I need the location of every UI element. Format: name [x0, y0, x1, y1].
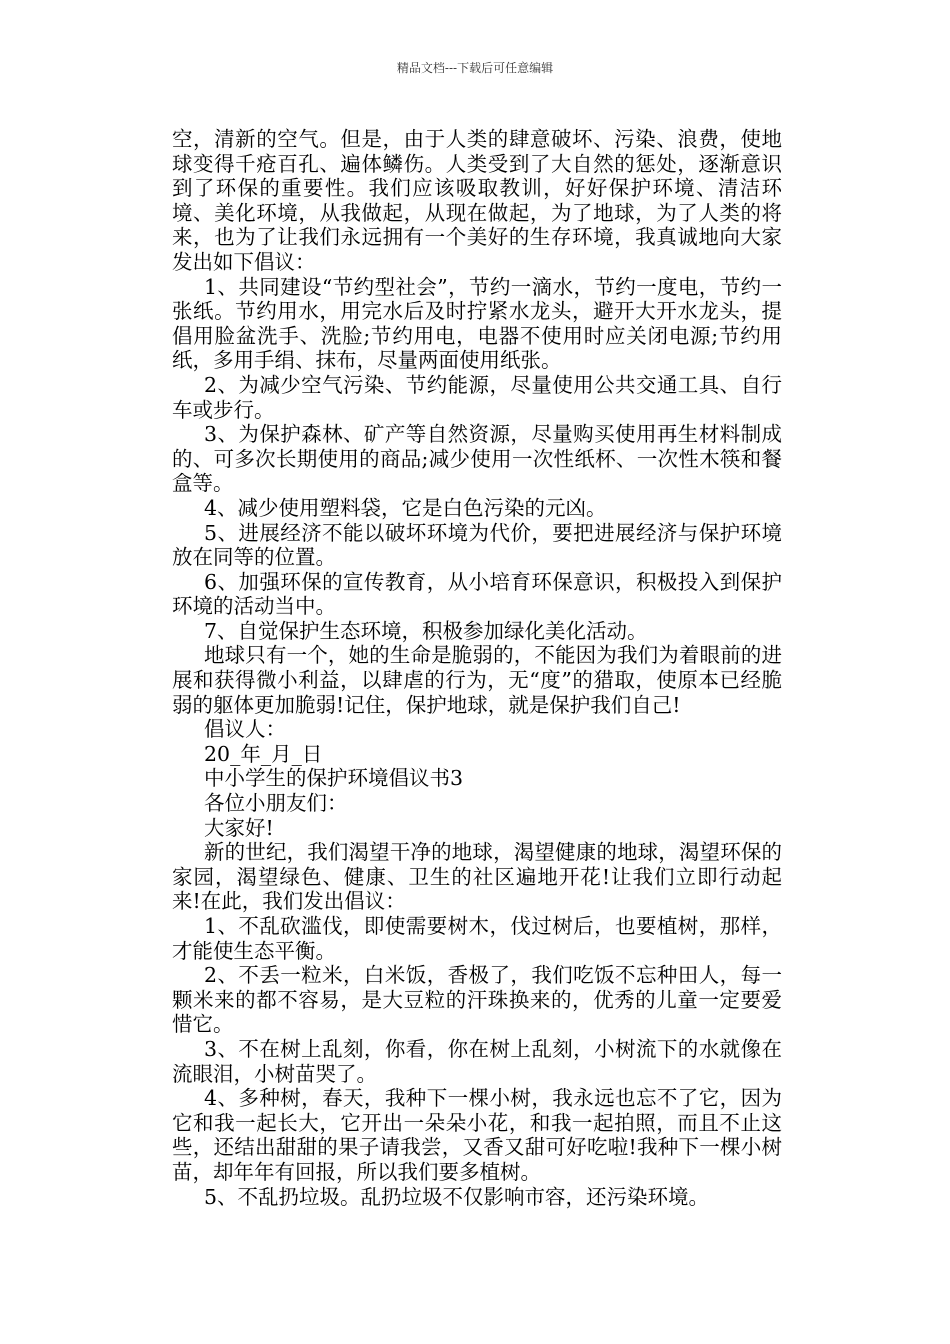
greeting: 大家好!: [204, 815, 274, 840]
document-body: [172, 127, 782, 1209]
paragraph-item-3: 3、为保护森林、矿产等自然资源，尽量购买使用再生材料制成的、可多次长期使用的商品;减少使用一次性纸杯、一次性木筷和餐盒等。: [172, 422, 782, 496]
paragraph-item-4: 4、减少使用塑料袋，它是白色污染的元凶。: [204, 495, 607, 520]
paragraph-intro-2: 新的世纪，我们渴望干净的地球，渴望健康的地球，渴望环保的家园，渴望绿色、健康、卫生的社区遍地开花!让我们立即行动起来!在此，我们发出倡议：: [172, 840, 782, 914]
paragraph-proposal-1: 1、不乱砍滥伐，即使需要树木，伐过树后，也要植树，那样，才能使生态平衡。: [172, 914, 782, 963]
paragraph-proposal-3: 3、不在树上乱刻，你看，你在树上乱刻，小树流下的水就像在流眼泪，小树苗哭了。: [172, 1036, 782, 1086]
paragraph-proposal-4: 4、多种树，春天，我种下一棵小树，我永远也忘不了它，因为它和我一起长大，它开出一朵朵小花，和我一起拍照，而且不止这些，还结出甜甜的果子请我尝，又香又甜可好吃啦!我种下一棵小树苗，却年年有回报，所以我们要多植树。: [172, 1086, 782, 1184]
paragraph-intro-continued: 空，清新的空气。但是，由于人类的肆意破坏、污染、浪费，使地球变得千疮百孔、遍体鳞伤。人类受到了大自然的惩处，逐渐意识到了环保的重要性。我们应该吸取教训，好好保护环境、清洁环境、美化环境，从我做起，从现在做起，为了地球，为了人类的将来，也为了让我们永远拥有一个美好的生存环境，我真诚地向大家发出如下倡议：: [172, 127, 782, 274]
signature-label: 倡议人：: [204, 717, 286, 742]
paragraph-item-5: 5、进展经济不能以破坏环境为代价，要把进展经济与保护环境放在同等的位置。: [172, 520, 782, 570]
section-title: 中小学生的保护环境倡议书3: [204, 766, 464, 791]
paragraph-item-2: 2、为减少空气污染、节约能源，尽量使用公共交通工具、自行车或步行。: [172, 372, 782, 422]
paragraph-closing: 地球只有一个，她的生命是脆弱的，不能因为我们为着眼前的进展和获得微小利益，以肆虐的行为，无“度”的猎取，使原本已经脆弱的躯体更加脆弱!记住，保护地球，就是保护我们自己!: [172, 643, 782, 717]
date-line: 20_年_月_日: [204, 741, 323, 766]
salutation: 各位小朋友们：: [204, 791, 348, 816]
paragraph-item-6: 6、加强环保的宣传教育，从小培育环保意识，积极投入到保护环境的活动当中。: [172, 569, 782, 619]
paragraph-proposal-2: 2、不丢一粒米，白米饭，香极了，我们吃饭不忘种田人，每一颗米来的都不容易，是大豆粒的汗珠换来的，优秀的儿童一定要爱惜它。: [172, 963, 782, 1037]
paragraph-item-1: 1、共同建设“节约型社会”，节约一滴水，节约一度电，节约一张纸。节约用水，用完水后及时拧紧水龙头，避开大开水龙头，提倡用脸盆洗手、洗脸;节约用电，电器不使用时应关闭电源;节约用纸，多用手绢、抹布，尽量两面使用纸张。: [172, 274, 782, 373]
page-header: 精品文档---下载后可任意编辑: [396, 61, 554, 75]
paragraph-item-7: 7、自觉保护生态环境，积极参加绿化美化活动。: [204, 618, 648, 643]
paragraph-proposal-5: 5、不乱扔垃圾。乱扔垃圾不仅影响市容，还污染环境。: [204, 1184, 710, 1209]
